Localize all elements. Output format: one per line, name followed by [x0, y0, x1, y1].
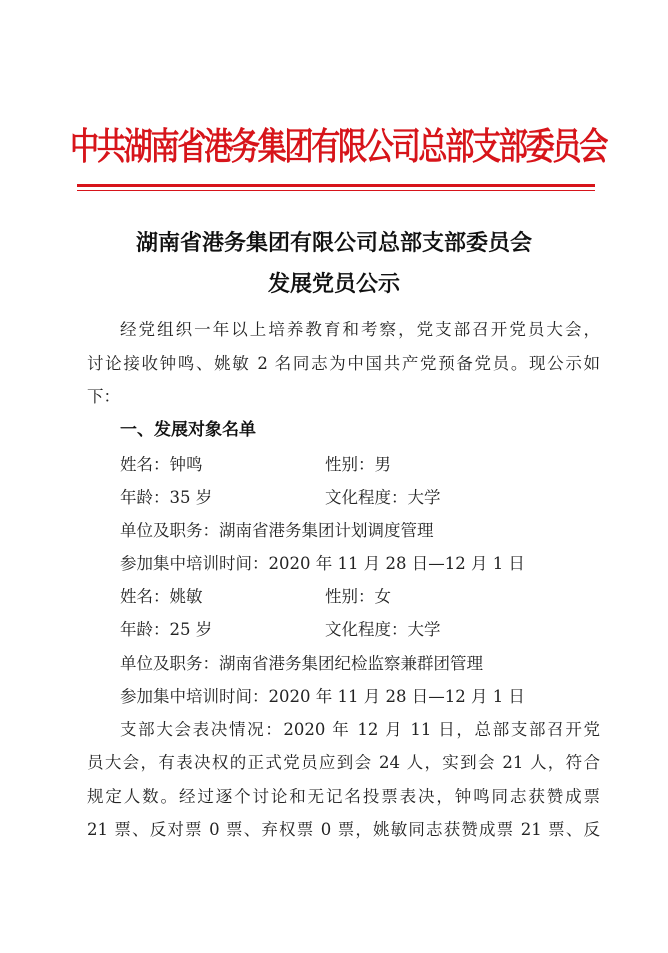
intro-line-1: 经党组织一年以上培养教育和考察，党支部召开党员大会， [120, 320, 600, 339]
vote-line-4: 21 票、反对票 0 票、弃权票 0 票，姚敏同志获赞成票 21 票、反 [87, 820, 600, 839]
document-title-line1: 湖南省港务集团有限公司总部支部委员会 [135, 230, 532, 256]
candidate-1-training: 参加集中培训时间：2020 年 11 月 28 日—12 月 1 日 [120, 554, 525, 573]
candidate-1-gender: 性别：男 [325, 455, 391, 474]
vote-line-2: 员大会，有表决权的正式党员应到会 24 人，实到会 21 人，符合 [87, 753, 600, 772]
candidate-2-gender: 性别：女 [325, 587, 391, 606]
masthead-rule-thin [77, 190, 595, 191]
candidate-1-education: 文化程度：大学 [325, 488, 441, 507]
masthead-rule-thick [77, 184, 595, 187]
candidate-2-unit: 单位及职务：湖南省港务集团纪检监察兼群团管理 [120, 654, 483, 673]
candidate-2-name: 姓名：姚敏 [120, 587, 203, 606]
intro-line-2: 讨论接收钟鸣、姚敏 2 名同志为中国共产党预备党员。现公示如 [87, 354, 600, 373]
candidate-2-education: 文化程度：大学 [325, 620, 441, 639]
candidate-1-age: 年龄：35 岁 [120, 488, 213, 507]
candidate-2-age: 年龄：25 岁 [120, 620, 213, 639]
vote-line-1: 支部大会表决情况：2020 年 12 月 11 日，总部支部召开党 [120, 720, 600, 739]
candidate-2-training: 参加集中培训时间：2020 年 11 月 28 日—12 月 1 日 [120, 687, 525, 706]
section-heading-candidates: 一、发展对象名单 [120, 420, 256, 440]
vote-line-3: 规定人数。经过逐个讨论和无记名投票表决，钟鸣同志获赞成票 [87, 787, 600, 806]
masthead-title: 中共湖南省港务集团有限公司总部支部委员会 [70, 124, 606, 168]
candidate-1-name: 姓名：钟鸣 [120, 455, 203, 474]
intro-line-3: 下： [87, 387, 120, 406]
candidate-1-unit: 单位及职务：湖南省港务集团计划调度管理 [120, 521, 434, 540]
document-title-line2: 发展党员公示 [267, 271, 400, 297]
